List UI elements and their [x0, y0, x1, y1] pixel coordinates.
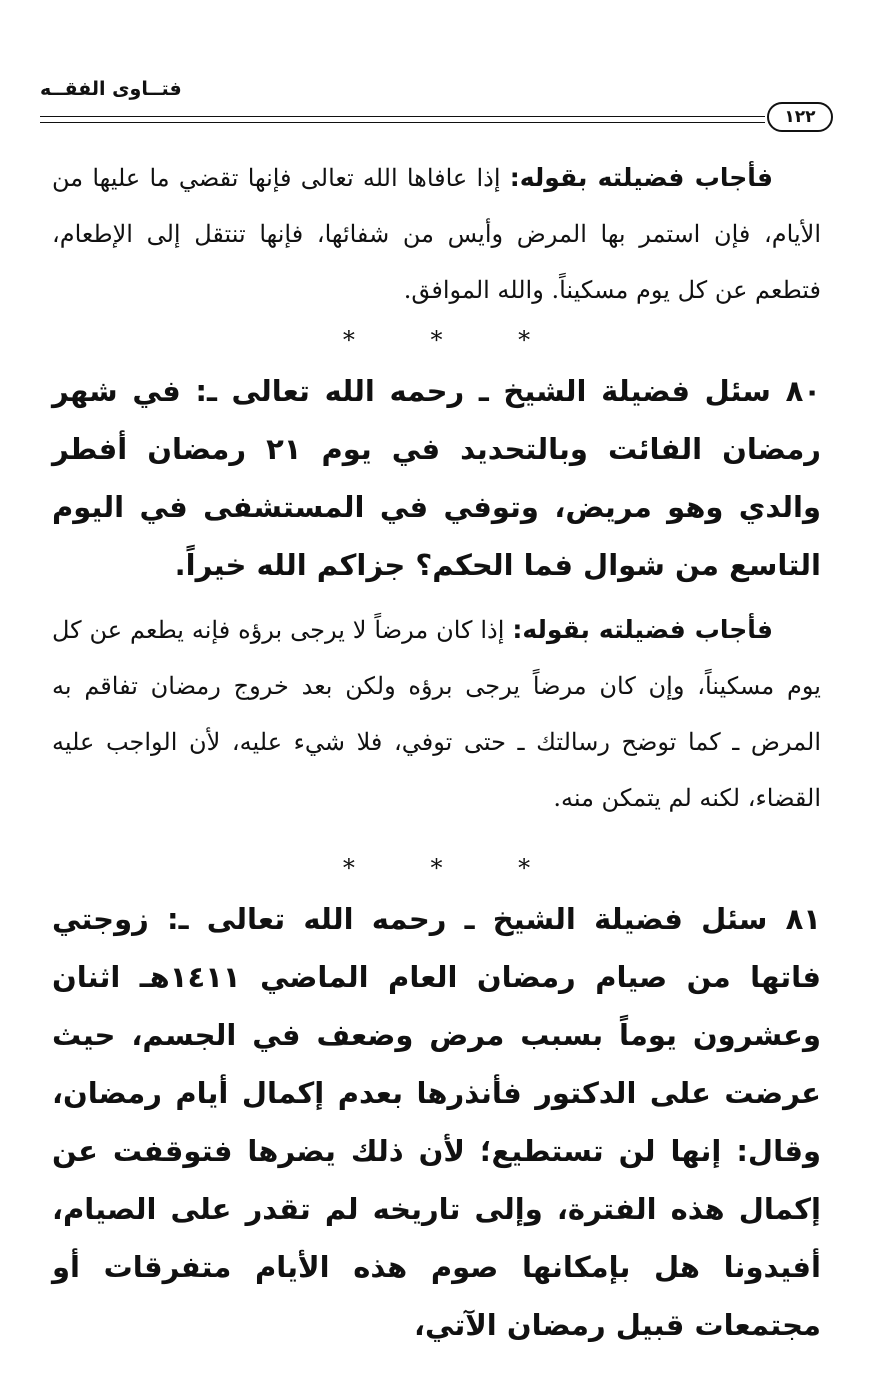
header-rule — [40, 116, 765, 123]
question-80: ٨٠ سئل فضيلة الشيخ ـ رحمه الله تعالى ـ: في شهر رمضان الفائت وبالتحديد في يوم ٢١ رمضان أفطر والدي وهو مريض، وتوفي في المستشفى في اليوم التاسع من شوال فما الحكم؟ جزاكم الله خيراً. — [52, 374, 821, 582]
page-content — [52, 150, 821, 1354]
answer-80-paragraph — [52, 602, 821, 826]
book-title: فتــاوى الفقــه — [40, 78, 182, 100]
section-separator: * * * — [342, 326, 565, 354]
answer-text: إذا عافاها الله تعالى فإنها تقضي ما عليها من الأيام، فإن استمر بها المرض وأيس من شفائها، فإنها تنتقل إلى الإطعام، فتطعم عن كل يوم مسكيناً. والله الموافق. — [52, 164, 821, 304]
answer-lead: فأجاب فضيلته بقوله: — [512, 615, 773, 644]
answer-lead: فأجاب فضيلته بقوله: — [509, 163, 774, 192]
section-separator: * * * — [342, 854, 565, 882]
page-number: ١٢٢ — [767, 102, 833, 132]
page-header — [40, 78, 833, 138]
answer-paragraph — [52, 150, 821, 318]
question-81: ٨١ سئل فضيلة الشيخ ـ رحمه الله تعالى ـ: زوجتي فاتها من صيام رمضان العام الماضي ١٤١١هـ اثنان وعشرون يوماً بسبب مرض وضعف في الجسم، حيث عرضت على الدكتور فأنذرها بعدم إكمال أيام رمضان، وقال: إنها لن تستطيع؛ لأن ذلك يضرها فتوقفت عن إكمال هذه الفترة، وإلى تاريخه لم تقدر على الصيام، أفيدونا هل بإمكانها صوم هذه الأيام متفرقات أو مجتمعات قبيل رمضان الآتي، — [52, 902, 821, 1342]
answer-text: إذا كان مرضاً لا يرجى برؤه فإنه يطعم عن كل يوم مسكيناً، وإن كان مرضاً يرجى برؤه ولكن بعد خروج رمضان تفاقم به المرض ـ كما توضح رسالتك ـ حتى توفي، فلا شيء عليه، لأن الواجب عليه القضاء، لكنه لم يتمكن منه. — [52, 616, 821, 812]
